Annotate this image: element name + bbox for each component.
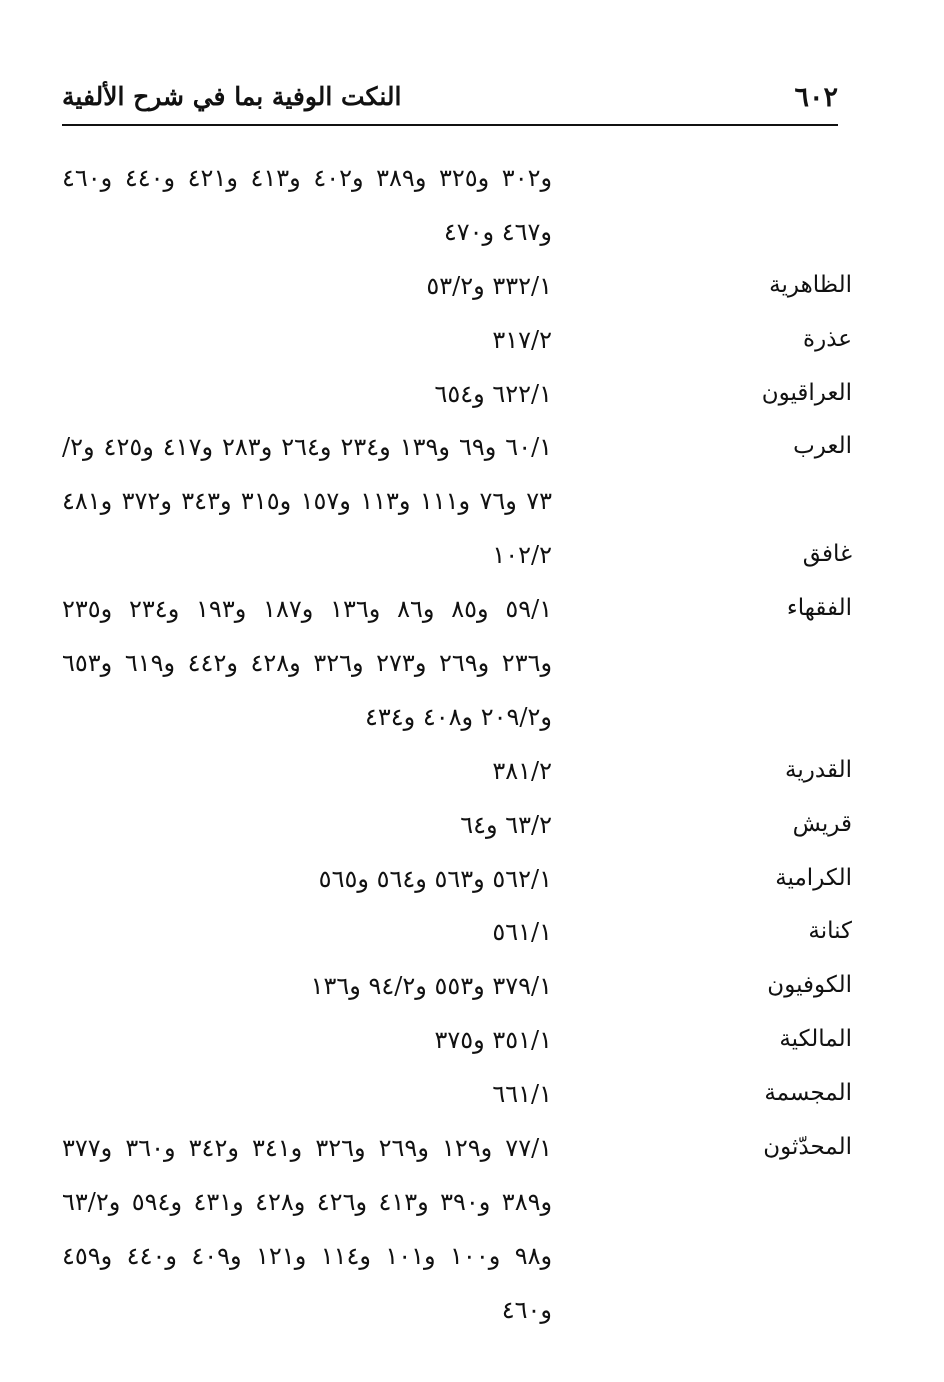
index-term: الظاهرية: [769, 271, 852, 298]
index-line: [62, 374, 852, 428]
index-page-refs: ٣٣٢/١ و٥٣/٢: [426, 271, 552, 300]
index-term: الكوفيون: [767, 972, 852, 999]
index-line: [62, 1128, 852, 1182]
index-line: [62, 1074, 852, 1128]
index-line: [62, 805, 852, 859]
index-page-refs: ٣٧٩/١ و٥٥٣ و٩٤/٢ و١٣٦: [310, 972, 552, 1001]
index-page-refs: ٥٦١/١: [492, 918, 552, 947]
index-term: القدرية: [785, 756, 852, 783]
index-line: [62, 859, 852, 913]
index-page-refs: ٦٠/١ و٦٩ و١٣٩ و٢٣٤ و٢٦٤ و٢٨٣ و٤١٧ و٤٢٥ و٢/: [62, 433, 553, 462]
index-line: [62, 481, 852, 535]
index-page-refs: و٢٣٦ و٢٦٩ و٢٧٣ و٣٢٦ و٤٢٨ و٤٤٢ و٦١٩ و٦٥٣: [62, 649, 553, 678]
index-line: [62, 212, 852, 266]
index-line: [62, 966, 852, 1020]
index-line: [62, 643, 852, 697]
index-term: المحدّثون: [763, 1134, 852, 1161]
index-page-refs: و٤٦٧ و٤٧٠: [443, 217, 552, 246]
index-term: الكرامية: [775, 864, 852, 891]
index-page-refs: و٣٠٢ و٣٢٥ و٣٨٩ و٤٠٢ و٤١٣ و٤٢١ و٤٤٠ و٤٦٠: [62, 164, 553, 192]
index-term: العرب: [793, 433, 852, 460]
index-line: [62, 266, 852, 320]
index-line: [62, 427, 852, 481]
index-term: كنانة: [808, 918, 852, 945]
page-number: ٦٠٢: [794, 82, 838, 113]
header-rule: [62, 124, 838, 126]
index-page-refs: ٥٦٢/١ و٥٦٣ و٥٦٤ و٥٦٥: [318, 864, 552, 893]
page-header: [62, 80, 838, 122]
index-line: [62, 697, 852, 751]
index-line: [62, 751, 852, 805]
index-page-refs: و٣٨٩ و٣٩٠ و٤١٣ و٤٢٦ و٤٢٨ و٤٣١ و٥٩٤ و٦٣/٢: [62, 1187, 553, 1216]
index-page-refs: ٦٣/٢ و٦٤: [460, 810, 552, 839]
index-term: المالكية: [779, 1026, 852, 1053]
index-page-refs: ٣٥١/١ و٣٧٥: [434, 1026, 552, 1055]
index-line: [62, 1290, 852, 1344]
index-line: [62, 912, 852, 966]
index-page-refs: ٥٩/١ و٨٥ و٨٦ و١٣٦ و١٨٧ و١٩٣ و٢٣٤ و٢٣٥: [62, 595, 553, 624]
index-page-refs: و٢٠٩/٢ و٤٠٨ و٤٣٤: [364, 702, 552, 731]
index-page-refs: ٧٣ و٧٦ و١١١ و١١٣ و١٥٧ و٣١٥ و٣٤٣ و٣٧٢ و٤٨١: [62, 487, 553, 516]
index-line: [62, 589, 852, 643]
running-title: النكت الوفية بما في شرح الألفية: [62, 82, 402, 111]
index-page-refs: ٦٦١/١: [492, 1080, 552, 1109]
index-line: [62, 1236, 852, 1290]
index-line: [62, 158, 852, 212]
index-term: الفقهاء: [786, 595, 852, 622]
index-term: المجسمة: [764, 1080, 852, 1107]
index-page-refs: ١٠٢/٢: [492, 541, 552, 570]
index-page-refs: ٧٧/١ و١٢٩ و٢٦٩ و٣٢٦ و٣٤١ و٣٤٢ و٣٦٠ و٣٧٧: [62, 1134, 553, 1163]
index-page-refs: ٣١٧/٢: [492, 325, 552, 354]
index-page-refs: و٤٦٠: [501, 1295, 552, 1324]
index-term: عذرة: [803, 325, 852, 352]
index-page-refs: و٩٨ و١٠٠ و١٠١ و١١٤ و١٢١ و٤٠٩ و٤٤٠ و٤٥٩: [62, 1241, 553, 1270]
index-line: [62, 320, 852, 374]
index-line: [62, 535, 852, 589]
index-term: العراقيون: [761, 379, 852, 406]
index-page-refs: ٣٨١/٢: [492, 756, 552, 785]
index-page-refs: ٦٢٢/١ و٦٥٤: [434, 379, 552, 408]
index-entries: [62, 158, 852, 1344]
index-line: [62, 1020, 852, 1074]
index-term: قريش: [792, 810, 852, 837]
index-line: [62, 1182, 852, 1236]
index-term: غافق: [802, 541, 852, 568]
